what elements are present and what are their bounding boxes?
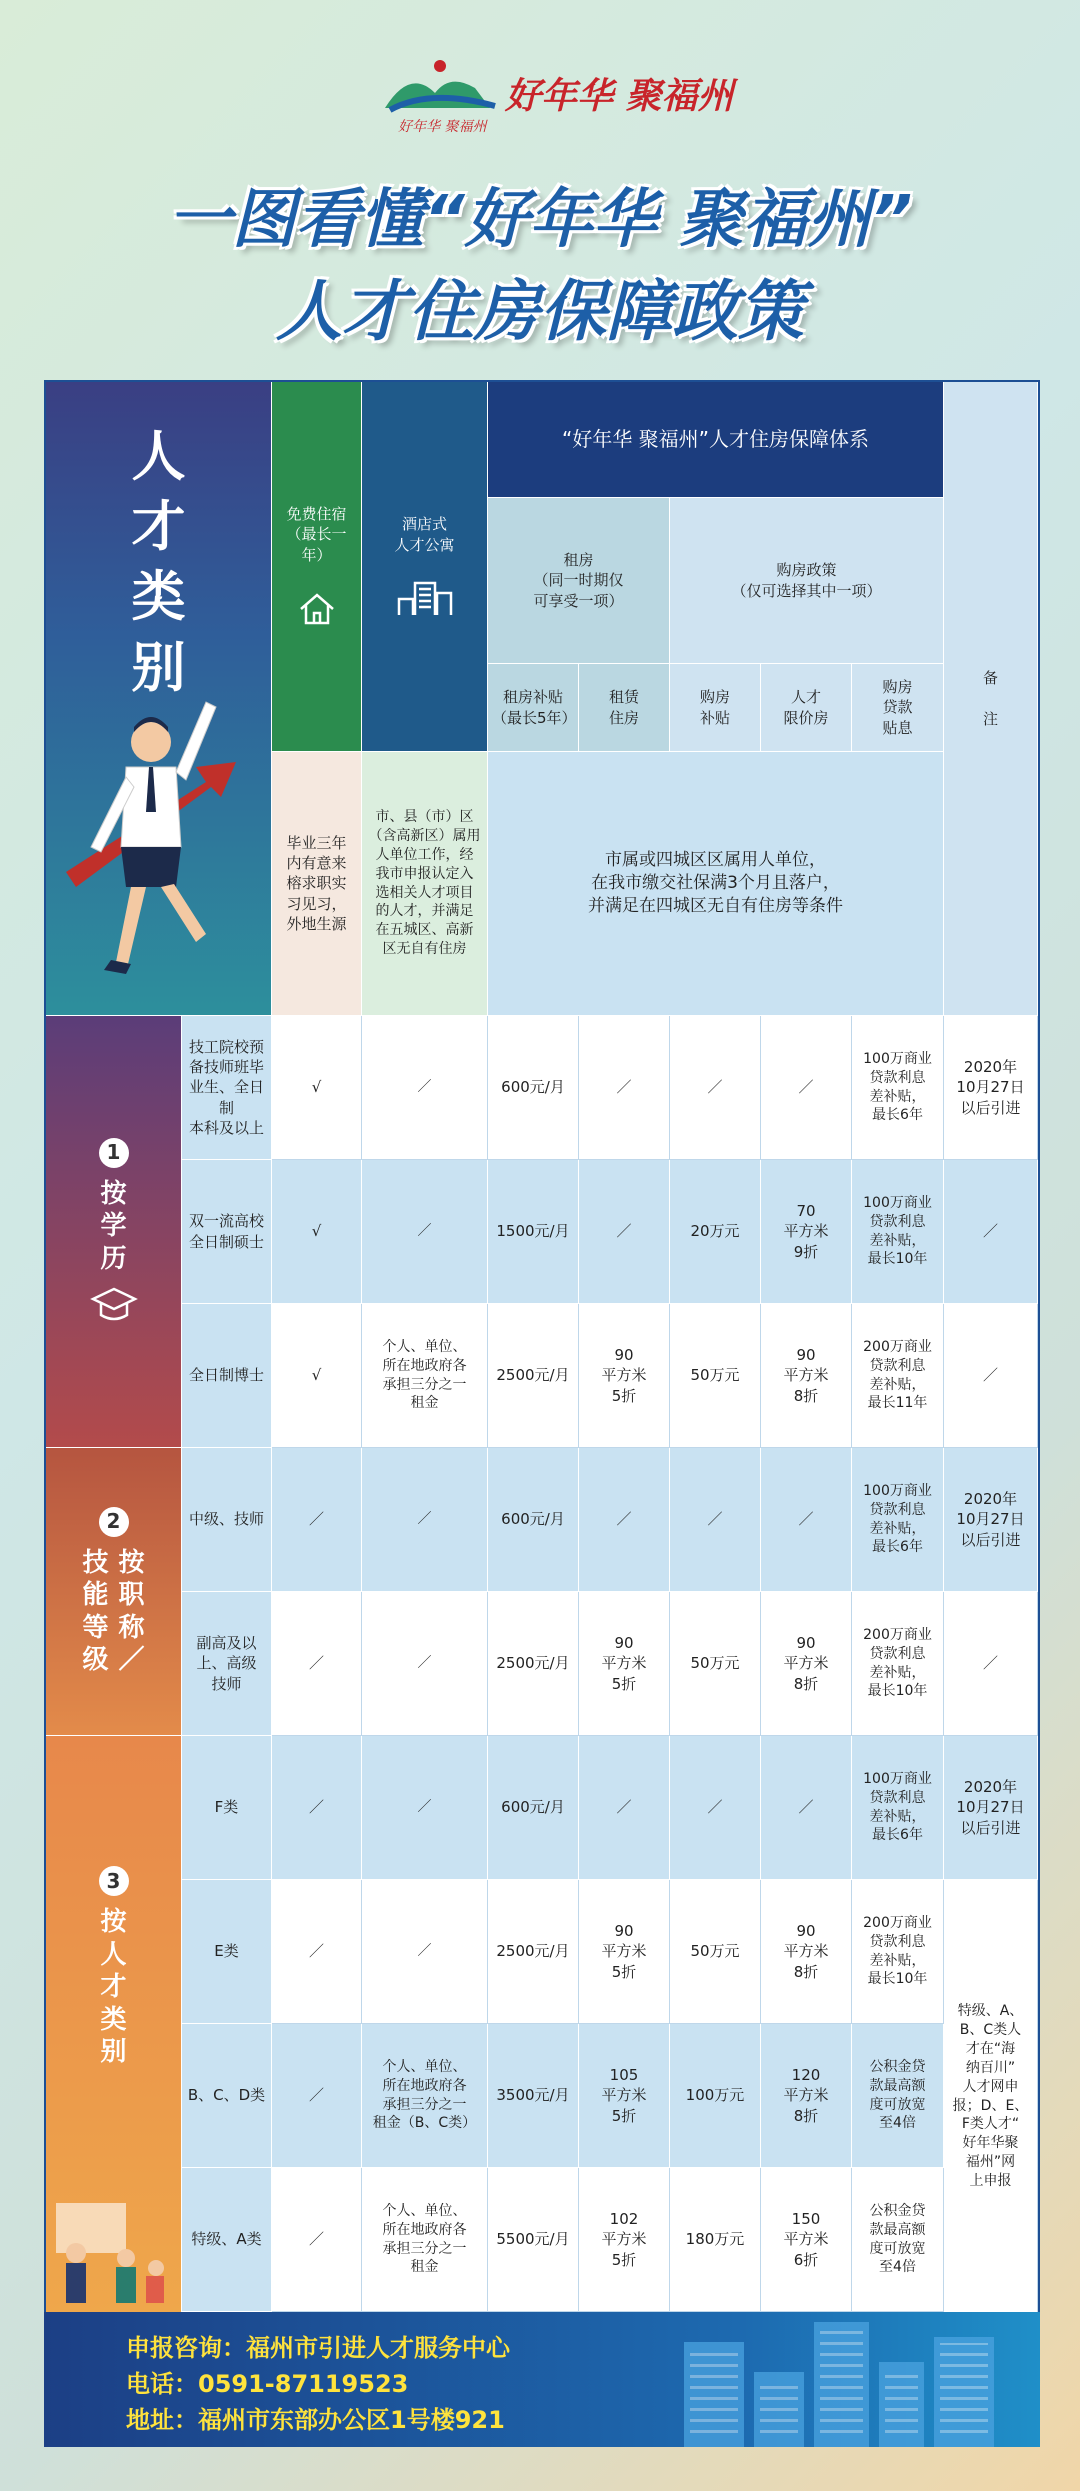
limited-price-cell: ／	[761, 1016, 852, 1160]
rent-subsidy-cell: 600元/月	[488, 1448, 579, 1592]
remarks-header: 备 注	[944, 382, 1038, 1016]
group-label: 按 人 才 类 别	[100, 1907, 127, 2067]
group-skill	[46, 1448, 182, 1736]
purchase-header: 购房政策 （仅可选择其中一项）	[670, 498, 944, 664]
general-condition: 市属或四城区区属用人单位， 在我市缴交社保满3个月且落户， 并满足在四城区无自有住房等条件	[488, 752, 944, 1016]
purchase-subsidy-cell: 180万元	[670, 2168, 761, 2312]
footer-address: 地址：福州市东部办公区1号楼921	[126, 2406, 505, 2434]
limited-price-cell: 150 平方米 6折	[761, 2168, 852, 2312]
remark-cell: 2020年 10月27日 以后引进	[944, 1448, 1038, 1592]
rent-subsidy-header: 租房补贴 （最长5年）	[488, 664, 579, 752]
house-icon	[297, 589, 337, 629]
free-housing-cell: ／	[272, 2024, 362, 2168]
free-housing-cell: ／	[272, 1880, 362, 2024]
group-education	[46, 1016, 182, 1448]
category-cell: 特级、A类	[182, 2168, 272, 2312]
remark-cell: ／	[944, 1304, 1038, 1448]
purchase-subsidy-cell: 50万元	[670, 1304, 761, 1448]
hotel-apartment-cell: ／	[362, 1448, 488, 1592]
hotel-apartment-cell: ／	[362, 1736, 488, 1880]
limited-price-cell: 90 平方米 8折	[761, 1880, 852, 2024]
policy-table	[44, 380, 1040, 2312]
group-number: 3	[99, 1866, 129, 1896]
rent-housing-cell: ／	[579, 1448, 670, 1592]
rent-housing-cell: ／	[579, 1160, 670, 1304]
rent-housing-cell: ／	[579, 1736, 670, 1880]
hotel-apartment-cell: 个人、单位、 所在地政府各 承担三分之一 租金（B、C类）	[362, 2024, 488, 2168]
category-cell: 技工院校预 备技师班毕 业生、全日制 本科及以上	[182, 1016, 272, 1160]
loan-interest-cell: 200万商业 贷款利息 差补贴， 最长10年	[852, 1592, 944, 1736]
rent-housing-header: 租赁 住房	[579, 664, 670, 752]
hotel-apartment-cell: ／	[362, 1160, 488, 1304]
footer-consult: 申报咨询：福州市引进人才服务中心	[126, 2334, 510, 2362]
category-cell: 全日制博士	[182, 1304, 272, 1448]
loan-interest-cell: 100万商业 贷款利息 差补贴， 最长6年	[852, 1448, 944, 1592]
loan-interest-cell: 200万商业 贷款利息 差补贴， 最长10年	[852, 1880, 944, 2024]
purchase-subsidy-cell: 50万元	[670, 1880, 761, 2024]
rent-subsidy-cell: 2500元/月	[488, 1304, 579, 1448]
skyline-building	[754, 2372, 804, 2447]
purchase-subsidy-cell: ／	[670, 1736, 761, 1880]
remark-cell: 2020年 10月27日 以后引进	[944, 1016, 1038, 1160]
rent-housing-cell: ／	[579, 1016, 670, 1160]
loan-interest-cell: 公积金贷 款最高额 度可放宽 至4倍	[852, 2024, 944, 2168]
limited-price-cell: 120 平方米 8折	[761, 2024, 852, 2168]
logo	[380, 38, 740, 138]
group-number: 1	[99, 1138, 129, 1168]
group-number: 2	[99, 1507, 129, 1537]
loan-interest-header: 购房 贷款 贴息	[852, 664, 944, 752]
hotel-apartment-cell: ／	[362, 1016, 488, 1160]
free-housing-cell: √	[272, 1304, 362, 1448]
free-housing-cell: ／	[272, 1736, 362, 1880]
rent-housing-cell: 90 平方米 5折	[579, 1592, 670, 1736]
category-cell: F类	[182, 1736, 272, 1880]
remark-cell: ／	[944, 1160, 1038, 1304]
rent-header: 租房 （同一时期仅 可享受一项）	[488, 498, 670, 664]
business-people-illustration	[46, 2193, 176, 2313]
loan-interest-cell: 公积金贷 款最高额 度可放宽 至4倍	[852, 2168, 944, 2312]
rent-housing-cell: 102 平方米 5折	[579, 2168, 670, 2312]
hotel-condition: 市、县（市）区 （含高新区）属用 人单位工作，经 我市申报认定入 选相关人才项目 的人才，并满足 在五城区、高新 区无自有住房	[362, 752, 488, 1016]
loan-interest-cell: 100万商业 贷款利息 差补贴， 最长6年	[852, 1016, 944, 1160]
loan-interest-cell: 100万商业 贷款利息 差补贴， 最长10年	[852, 1160, 944, 1304]
footer	[44, 2312, 1040, 2447]
system-header: “好年华 聚福州”人才住房保障体系	[488, 382, 944, 498]
category-cell: E类	[182, 1880, 272, 2024]
rent-subsidy-cell: 2500元/月	[488, 1592, 579, 1736]
purchase-subsidy-cell: 50万元	[670, 1592, 761, 1736]
remark-cell: ／	[944, 1592, 1038, 1736]
rent-housing-cell: 105 平方米 5折	[579, 2024, 670, 2168]
category-cell: 双一流高校 全日制硕士	[182, 1160, 272, 1304]
category-cell: B、C、D类	[182, 2024, 272, 2168]
hotel-apartment-header	[362, 382, 488, 752]
free-housing-cell: ／	[272, 1592, 362, 1736]
purchase-subsidy-cell: ／	[670, 1016, 761, 1160]
category-title: 人 才 类 别	[131, 425, 186, 699]
loan-interest-cell: 100万商业 贷款利息 差补贴， 最长6年	[852, 1736, 944, 1880]
category-cell: 中级、技师	[182, 1448, 272, 1592]
remark-cell: 特级、A、 B、C类人 才在“海 纳百川” 人才网申 报；D、E、 F类人才“ 好年华聚 福州”网 上申报	[944, 1880, 1038, 2314]
graduation-cap-icon	[89, 1285, 139, 1325]
limited-price-cell: ／	[761, 1448, 852, 1592]
hotel-apartment-label: 酒店式 人才公寓	[394, 515, 455, 554]
rent-housing-cell: 90 平方米 5折	[579, 1880, 670, 2024]
group-label: 技 能 等 级	[82, 1547, 109, 1675]
group-label: 按 学 历	[100, 1178, 127, 1274]
skyline-building	[814, 2322, 869, 2447]
purchase-subsidy-cell: 100万元	[670, 2024, 761, 2168]
hotel-apartment-cell: ／	[362, 1592, 488, 1736]
footer-phone: 电话：0591-87119523	[126, 2370, 409, 2398]
skyline-building	[934, 2337, 994, 2447]
limited-price-cell: 90 平方米 8折	[761, 1592, 852, 1736]
page-title-line2: 人才住房保障政策	[276, 273, 804, 350]
group-talent	[46, 1736, 182, 2314]
limited-price-cell: 90 平方米 8折	[761, 1304, 852, 1448]
purchase-subsidy-cell: 20万元	[670, 1160, 761, 1304]
rent-housing-cell: 90 平方米 5折	[579, 1304, 670, 1448]
purchase-subsidy-cell: ／	[670, 1448, 761, 1592]
hotel-apartment-cell: 个人、单位、 所在地政府各 承担三分之一 租金	[362, 2168, 488, 2312]
logo-text: 好年华 聚福州	[505, 75, 734, 117]
loan-interest-cell: 200万商业 贷款利息 差补贴， 最长11年	[852, 1304, 944, 1448]
rent-subsidy-cell: 600元/月	[488, 1736, 579, 1880]
rent-subsidy-cell: 600元/月	[488, 1016, 579, 1160]
hotel-apartment-cell: 个人、单位、 所在地政府各 承担三分之一 租金	[362, 1304, 488, 1448]
rent-subsidy-cell: 5500元/月	[488, 2168, 579, 2312]
category-cell: 副高及以 上、高级 技师	[182, 1592, 272, 1736]
limited-price-cell: 70 平方米 9折	[761, 1160, 852, 1304]
remark-cell: 2020年 10月27日 以后引进	[944, 1736, 1038, 1880]
logo-subtext: 好年华 聚福州	[398, 119, 487, 135]
building-icon	[395, 579, 455, 619]
purchase-subsidy-header: 购房 补贴	[670, 664, 761, 752]
free-housing-label: 免费住宿 （最长一年）	[286, 505, 347, 564]
skyline-building	[684, 2342, 744, 2447]
rent-subsidy-cell: 2500元/月	[488, 1880, 579, 2024]
limited-price-header: 人才 限价房	[761, 664, 852, 752]
skyline-building	[879, 2362, 924, 2447]
category-header	[46, 382, 272, 1016]
free-housing-cell: ／	[272, 1448, 362, 1592]
hotel-apartment-cell: ／	[362, 1880, 488, 2024]
free-condition: 毕业三年 内有意来 榕求职实 习见习， 外地生源	[272, 752, 362, 1016]
jumping-person-illustration	[56, 672, 256, 1012]
free-housing-cell: √	[272, 1016, 362, 1160]
free-housing-cell: √	[272, 1160, 362, 1304]
group-label-title: 按 职 称 ／	[118, 1547, 145, 1675]
rent-subsidy-cell: 3500元/月	[488, 2024, 579, 2168]
free-housing-header	[272, 382, 362, 752]
free-housing-cell: ／	[272, 2168, 362, 2312]
rent-subsidy-cell: 1500元/月	[488, 1160, 579, 1304]
limited-price-cell: ／	[761, 1736, 852, 1880]
page-title-line1: 一图看懂“好年华 聚福州”	[167, 183, 913, 257]
